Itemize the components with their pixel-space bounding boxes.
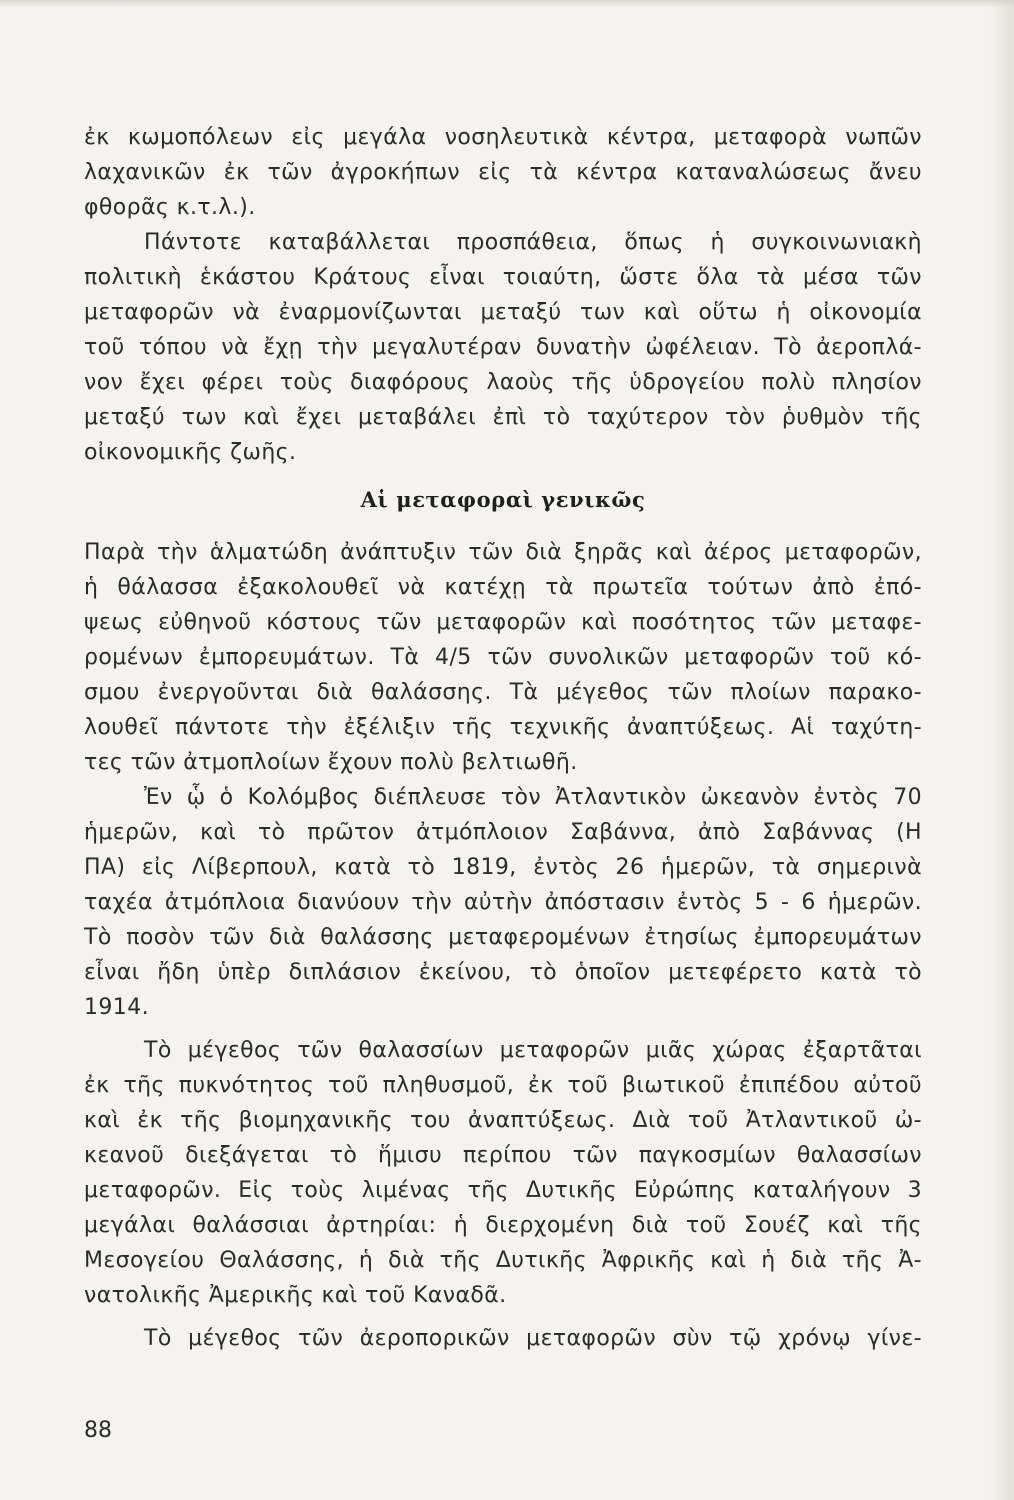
page-edge-shadow-top — [0, 0, 1014, 8]
text-line: ρομένων ἐμπορευμάτων. Τὰ 4/5 τῶν συνολικῶν μεταφορῶν τοῦ κό- — [84, 645, 922, 670]
text-line: 1914. — [84, 995, 149, 1020]
text-line: Τὸ ποσὸν τῶν διὰ θαλάσσης μεταφερομένων ἐτησίως ἐμπορευμάτων — [84, 925, 922, 950]
section-heading: Αἱ μεταφοραὶ γενικῶς — [360, 487, 646, 512]
text-line: σμου ἐνεργοῦνται διὰ θαλάσσης. Τὰ μέγεθος τῶν πλοίων παρακο- — [84, 680, 922, 705]
text-line: τοῦ τόπου νὰ ἔχῃ τὴν μεγαλυτέραν δυνατὴν ὠφέλειαν. Τὸ ἀεροπλά- — [84, 335, 922, 360]
text-line: οἰκονομικῆς ζωῆς. — [84, 440, 297, 465]
paragraph-sea-transport — [84, 535, 922, 780]
text-line: Πάντοτε καταβάλλεται προσπάθεια, ὅπως ἡ συγκοινωνιακὴ — [144, 230, 922, 255]
text-line: καὶ ἐκ τῆς βιομηχανικῆς του ἀναπτύξεως. Διὰ τοῦ Ἀτλαντικοῦ ὠ- — [84, 1108, 922, 1133]
paragraph-continuation — [84, 120, 922, 225]
paragraph-columbus — [84, 780, 922, 1025]
text-line: νατολικῆς Ἀμερικῆς καὶ τοῦ Καναδᾶ. — [84, 1283, 507, 1308]
text-line: πολιτικὴ ἑκάστου Κράτους εἶναι τοιαύτη, ὥστε ὅλα τὰ μέσα τῶν — [84, 265, 922, 290]
text-line: ἐκ κωμοπόλεων εἰς μεγάλα νοσηλευτικὰ κέντρα, μεταφορὰ νωπῶν — [84, 125, 922, 150]
paragraph-policy — [84, 225, 922, 470]
page-number: 88 — [84, 1418, 112, 1443]
text-line: εἶναι ἤδη ὑπὲρ διπλάσιον ἐκείνου, τὸ ὁποῖον μετεφέρετο κατὰ τὸ — [84, 960, 922, 985]
text-line: Ἐν ᾧ ὁ Κολόμβος διέπλευσε τὸν Ἀτλαντικὸν ὠκεανὸν ἐντὸς 70 — [144, 785, 922, 810]
text-line: μεγάλαι θαλάσσιαι ἀρτηρίαι: ἡ διερχομένη διὰ τοῦ Σουέζ καὶ τῆς — [84, 1213, 922, 1238]
text-line: τες τῶν ἀτμοπλοίων ἔχουν πολὺ βελτιωθῆ. — [84, 750, 578, 775]
page-body — [84, 120, 922, 1356]
page-edge-shadow-right — [990, 0, 1014, 1500]
paragraph-gap — [84, 1313, 922, 1321]
text-line: Παρὰ τὴν ἁλματώδη ἀνάπτυξιν τῶν διὰ ξηρᾶς καὶ ἀέρος μεταφορῶν, — [84, 540, 922, 565]
text-line: ἡμερῶν, καὶ τὸ πρῶτον ἀτμόπλοιον Σαβάννα, ἀπὸ Σαβάννας (Η — [84, 820, 922, 845]
text-line: μεταξύ των καὶ ἔχει μεταβάλει ἐπὶ τὸ ταχύτερον τὸν ῥυθμὸν τῆς — [84, 405, 922, 430]
paragraph-air-transport — [84, 1321, 922, 1356]
text-line: ταχέα ἀτμόπλοια διανύουν τὴν αὐτὴν ἀπόστασιν ἐντὸς 5 - 6 ἡμερῶν. — [84, 890, 922, 915]
text-line: Τὸ μέγεθος τῶν ἀεροπορικῶν μεταφορῶν σὺν τῷ χρόνῳ γίνε- — [144, 1326, 922, 1351]
text-line: λουθεῖ πάντοτε τὴν ἐξέλιξιν τῆς τεχνικῆς ἀναπτύξεως. Αἱ ταχύτη- — [84, 715, 922, 740]
text-line: φθορᾶς κ.τ.λ.). — [84, 195, 256, 220]
text-line: Μεσογείου Θαλάσσης, ἡ διὰ τῆς Δυτικῆς Ἀφρικῆς καὶ ἡ διὰ τῆς Ἀ- — [84, 1248, 922, 1273]
text-line: ἐκ τῆς πυκνότητος τοῦ πληθυσμοῦ, ἐκ τοῦ βιωτικοῦ ἐπιπέδου αὐτοῦ — [84, 1073, 922, 1098]
text-line: μεταφορῶν. Εἰς τοὺς λιμένας τῆς Δυτικῆς Εὐρώπης καταλήγουν 3 — [84, 1178, 922, 1203]
text-line: μεταφορῶν νὰ ἐναρμονίζωνται μεταξύ των καὶ οὕτω ἡ οἰκονομία — [84, 300, 922, 325]
text-line: νον ἔχει φέρει τοὺς διαφόρους λαοὺς τῆς ὑδρογείου πολὺ πλησίον — [84, 370, 922, 395]
text-line: Τὸ μέγεθος τῶν θαλασσίων μεταφορῶν μιᾶς χώρας ἐξαρτᾶται — [144, 1038, 922, 1063]
text-line: ΠΑ) εἰς Λίβερπουλ, κατὰ τὸ 1819, ἐντὸς 26 ἡμερῶν, τὰ σημερινὰ — [84, 855, 922, 880]
text-line: ψεως εὐθηνοῦ κόστους τῶν μεταφορῶν καὶ ποσότητος τῶν μεταφε- — [84, 610, 922, 635]
paragraph-gap — [84, 1025, 922, 1033]
paragraph-maritime-volume — [84, 1033, 922, 1313]
text-line: λαχανικῶν ἐκ τῶν ἀγροκήπων εἰς τὰ κέντρα καταναλώσεως ἄνευ — [84, 160, 922, 185]
text-line: κεανοῦ διεξάγεται τὸ ἥμισυ περίπου τῶν παγκοσμίων θαλασσίων — [84, 1143, 922, 1168]
text-line: ἡ θάλασσα ἐξακολουθεῖ νὰ κατέχῃ τὰ πρωτεῖα τούτων ἀπὸ ἐπό- — [84, 575, 922, 600]
